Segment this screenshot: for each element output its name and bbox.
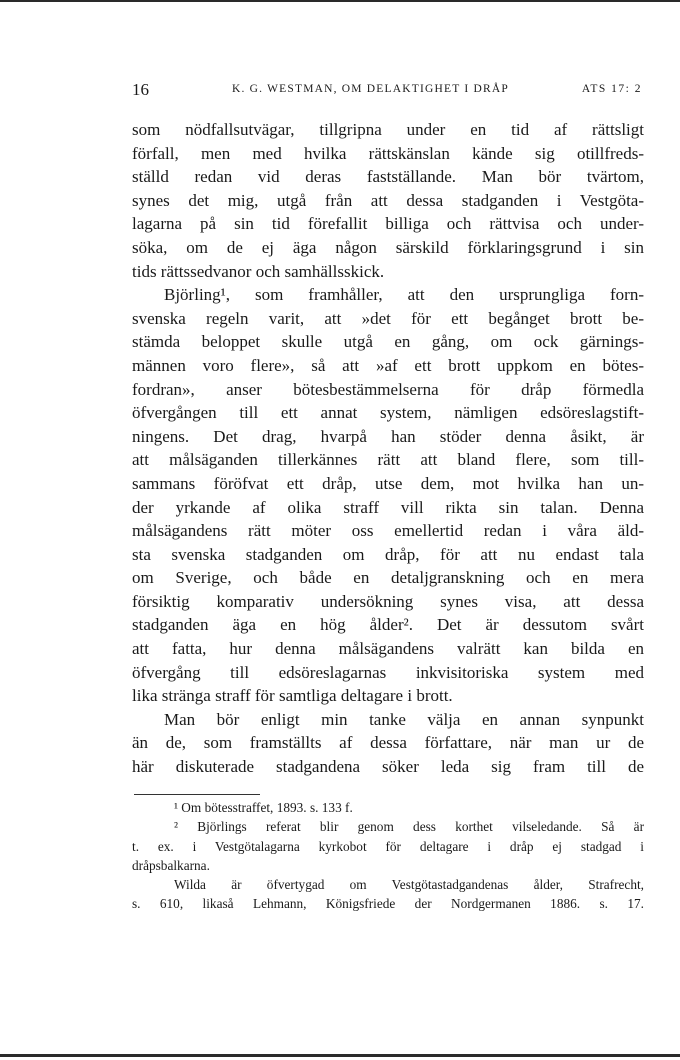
page-number: 16 bbox=[132, 80, 149, 99]
body-line: öfvergång till edsöreslagarnas inkvisitoriska system med bbox=[132, 662, 644, 682]
body-line: målsägandens rätt möter oss emellertid redan i våra äld- bbox=[132, 521, 644, 541]
body-line: männen voro flere», så att »af ett brott uppkom en bötes- bbox=[132, 355, 644, 375]
body-line: lagarna på sin tid förefallit billiga och rättvisa och under- bbox=[132, 214, 644, 234]
body-line: fordran», anser bötesbestämmelserna för dråp förmedla bbox=[132, 379, 644, 399]
body-line: om Sverige, och både en detaljgranskning och en mera bbox=[132, 568, 644, 588]
bottom-edge-rule bbox=[0, 1054, 680, 1057]
footnote-divider bbox=[134, 794, 260, 795]
body-line: ningens. Det drag, hvarpå han stöder denna åsikt, är bbox=[132, 426, 644, 446]
signature-mark: ATS 17: 2 bbox=[581, 83, 642, 95]
body-line: tids rättssedvanor och samhällsskick. bbox=[132, 261, 385, 281]
page-header bbox=[132, 80, 642, 102]
body-text bbox=[132, 118, 644, 779]
body-line: sta svenska stadganden om dråp, för att nu endast tala bbox=[132, 544, 644, 564]
footnote-line: s. 610, likaså Lehmann, Königsfriede der Nordgermanen 1886. s. 17. bbox=[132, 896, 644, 912]
body-line: svenska regeln varit, att »det för ett begånget brott be- bbox=[132, 308, 644, 328]
body-line: lika stränga straff för samtliga deltagare i brott. bbox=[132, 686, 453, 706]
body-line: stämda beloppet skulle utgå en gång, om ock gärnings- bbox=[132, 332, 644, 352]
running-head: K. G. WESTMAN, OM DELAKTIGHET I DRÅP bbox=[232, 83, 509, 95]
body-line: Björling¹, som framhåller, att den ursprungliga forn- bbox=[164, 285, 644, 305]
body-line: som nödfallsutvägar, tillgripna under en tid af rättsligt bbox=[132, 120, 644, 139]
body-line: här diskuterade stadgandena söker leda sig fram till de bbox=[132, 757, 644, 777]
body-line: söka, om de ej äga någon särskild förklaringsgrund i sin bbox=[132, 237, 644, 257]
footnotes bbox=[132, 798, 644, 914]
body-line: att fatta, hur denna målsägandens valrätt kan bilda en bbox=[132, 639, 644, 659]
body-line: än de, som framställts af dessa författare, när man ur de bbox=[132, 733, 644, 753]
body-line: att målsäganden tillerkännes rätt att bland flere, som till- bbox=[132, 450, 644, 470]
footnote-line: dråpsbalkarna. bbox=[132, 857, 210, 873]
body-line: ställd redan vid deras fastställande. Man bör tvärtom, bbox=[132, 167, 644, 187]
body-line: öfvergången till ett annat system, nämligen edsöreslagstift- bbox=[132, 403, 644, 423]
footnote-line: ¹ Om bötesstraffet, 1893. s. 133 f. bbox=[174, 800, 353, 815]
body-line: Man bör enligt min tanke välja en annan synpunkt bbox=[164, 709, 644, 729]
footnote-line: Wilda är öfvertygad om Vestgötastadgandenas ålder, Strafrecht, bbox=[174, 877, 644, 893]
footnote-line: t. ex. i Vestgötalagarna kyrkobot för deltagare i dråp ej stadgad i bbox=[132, 838, 644, 854]
body-line: synes det mig, utgå från att dessa stadganden i Vestgöta- bbox=[132, 190, 644, 210]
footnote-line: ² Björlings referat blir genom dess korthet vilseledande. Så är bbox=[174, 819, 644, 835]
top-edge-rule bbox=[0, 0, 680, 2]
body-line: sammans föröfvat ett dråp, utse dem, mot hvilka han un- bbox=[132, 473, 644, 493]
body-line: der yrkande af olika straff vill rikta sin talan. Denna bbox=[132, 497, 644, 517]
body-line: stadganden äga en hög ålder². Det är dessutom svårt bbox=[132, 615, 644, 635]
body-line: försiktig komparativ undersökning synes visa, att dessa bbox=[132, 591, 644, 611]
body-line: förfall, men med hvilka rättskänslan kände sig otillfreds- bbox=[132, 143, 644, 163]
